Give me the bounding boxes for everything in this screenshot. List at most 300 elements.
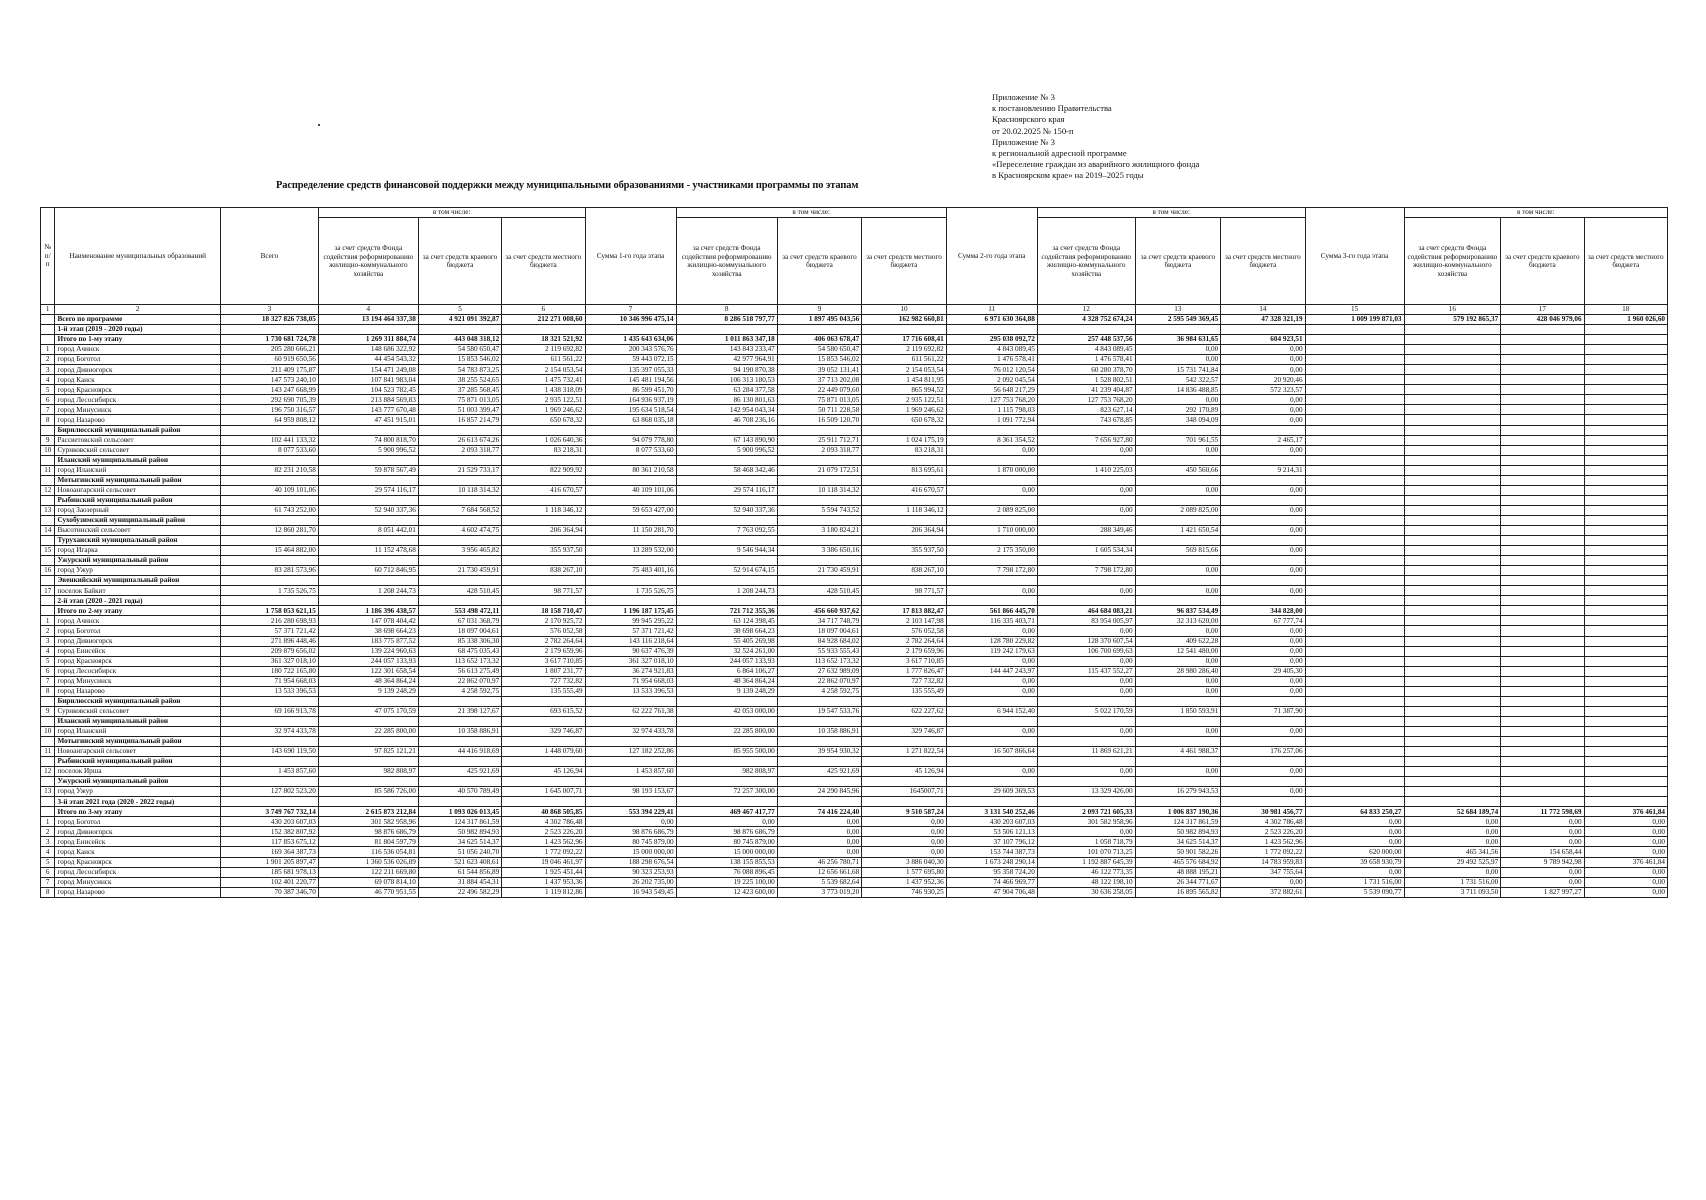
value-cell: 21 079 172,51 [777,465,861,475]
value-cell [1501,706,1584,716]
value-cell: 69 078 814,10 [318,877,418,887]
value-cell: 20 920,46 [1221,375,1305,385]
value-cell: 1 735 526,75 [221,586,319,596]
value-cell [1501,757,1584,767]
value-cell [946,475,1037,485]
row-number-cell: 10 [41,445,55,455]
value-cell [676,736,777,746]
column-number-cell: 7 [585,305,676,315]
value-cell: 450 560,66 [1135,465,1221,475]
value-cell: 47 904 706,48 [946,887,1037,897]
value-cell [1037,576,1135,586]
value-cell [1584,626,1667,636]
value-cell: 301 582 958,96 [1037,817,1135,827]
value-cell [1305,485,1404,495]
value-cell: 0,00 [1221,767,1305,777]
value-cell [862,777,946,787]
value-cell: 1 438 318,09 [502,385,585,395]
value-cell: 80 361 210,58 [585,465,676,475]
value-cell [502,556,585,566]
value-cell: 29 574 116,17 [676,485,777,495]
value-cell: 604 923,51 [1221,335,1305,345]
value-cell [1305,425,1404,435]
value-cell: 10 358 886,91 [418,726,501,736]
value-cell: 52 940 337,36 [676,505,777,515]
value-cell: 0,00 [1221,656,1305,666]
value-cell: 1 807 231,77 [502,666,585,676]
value-cell [1221,797,1305,807]
value-cell [1037,515,1135,525]
row-name-cell: Ужурский муниципальный район [55,556,221,566]
value-cell [318,777,418,787]
table-row [41,365,1668,375]
value-cell: 0,00 [1135,586,1221,596]
value-cell [1584,676,1667,686]
value-cell: 456 660 937,62 [777,606,861,616]
value-cell: 48 364 864,24 [318,676,418,686]
value-cell: 0,00 [946,767,1037,777]
value-cell [1501,505,1584,515]
district-row [41,536,1668,546]
value-cell [946,325,1037,335]
value-cell [1501,445,1584,455]
value-cell: 13 194 464 337,38 [318,315,418,325]
value-cell: 428 046 979,06 [1501,315,1584,325]
value-cell: 22 285 800,00 [318,726,418,736]
value-cell [1404,536,1501,546]
row-name-cell: Суриковский сельсовет [55,445,221,455]
value-cell: 2 154 053,54 [502,365,585,375]
value-cell: 164 936 937,19 [585,395,676,405]
value-cell: 206 364,94 [862,525,946,535]
value-cell: 2 782 264,64 [502,636,585,646]
value-cell [1404,385,1501,395]
value-cell: 1 605 534,34 [1037,546,1135,556]
value-cell [1404,495,1501,505]
row-number-cell: 15 [41,546,55,556]
value-cell [1501,566,1584,576]
row-number-cell [41,736,55,746]
value-cell [1584,646,1667,656]
value-cell: 823 627,14 [1037,405,1135,415]
value-cell [318,596,418,606]
value-cell: 727 732,82 [502,676,585,686]
value-cell [1135,576,1221,586]
value-cell [502,325,585,335]
row-name-cell: город Минусинск [55,676,221,686]
value-cell [1584,415,1667,425]
value-cell [1305,626,1404,636]
row-name-cell: Всего по программе [55,315,221,325]
value-cell: 56 648 217,29 [946,385,1037,395]
value-cell: 80 745 879,00 [676,837,777,847]
value-cell: 0,00 [1404,867,1501,877]
value-cell: 0,00 [1221,355,1305,365]
value-cell [1501,536,1584,546]
value-cell: 18 097 004,61 [777,626,861,636]
row-number-cell [41,475,55,485]
value-cell: 1 969 246,62 [502,405,585,415]
value-cell [221,536,319,546]
value-cell [221,515,319,525]
value-cell [1501,485,1584,495]
row-name-cell: город Назарово [55,686,221,696]
value-cell: 64 959 808,12 [221,415,319,425]
value-cell [676,716,777,726]
value-cell: 135 397 055,33 [585,365,676,375]
value-cell [1584,375,1667,385]
value-cell [1501,666,1584,676]
value-cell: 11 869 621,21 [1037,747,1135,757]
value-cell: 3 180 824,21 [777,525,861,535]
value-cell: 13 289 532,00 [585,546,676,556]
value-cell [777,515,861,525]
value-cell: 0,00 [1135,355,1221,365]
value-cell [1404,335,1501,345]
value-cell [318,576,418,586]
district-row [41,736,1668,746]
value-cell: 329 746,87 [502,726,585,736]
value-cell: 96 837 534,49 [1135,606,1221,616]
value-cell [1305,777,1404,787]
value-cell: 1 437 952,36 [862,877,946,887]
value-cell [862,495,946,505]
value-cell: 84 928 684,02 [777,636,861,646]
total-row [41,335,1668,345]
value-cell: 113 652 173,32 [418,656,501,666]
value-cell: 1 196 187 175,45 [585,606,676,616]
value-cell: 21 730 459,91 [418,566,501,576]
value-cell: 53 506 121,13 [946,827,1037,837]
value-cell [1404,435,1501,445]
row-name-cell: город Боготол [55,355,221,365]
row-number-cell: 1 [41,345,55,355]
value-cell [1305,536,1404,546]
value-cell [1037,716,1135,726]
value-cell: 4 921 091 392,87 [418,315,501,325]
row-number-cell: 2 [41,827,55,837]
value-cell [1305,596,1404,606]
value-cell [1404,586,1501,596]
value-cell: 128 780 229,82 [946,636,1037,646]
value-cell: 127 182 252,86 [585,747,676,757]
value-cell [676,495,777,505]
row-name-cell: 1-й этап (2019 - 2020 годы) [55,325,221,335]
value-cell: 464 684 083,21 [1037,606,1135,616]
value-cell [318,475,418,485]
value-cell [1501,335,1584,345]
value-cell [777,455,861,465]
value-cell: 7 684 568,52 [418,505,501,515]
value-cell [1135,797,1221,807]
value-cell: 1 115 798,03 [946,405,1037,415]
value-cell: 0,00 [1037,586,1135,596]
value-cell: 0,00 [862,837,946,847]
column-number-cell: 18 [1584,305,1667,315]
value-cell: 106 313 180,53 [676,375,777,385]
value-cell: 85 586 726,00 [318,787,418,797]
value-cell: 347 755,64 [1221,867,1305,877]
stage-row [41,325,1668,335]
value-cell: 51 003 399,47 [418,405,501,415]
value-cell [1501,626,1584,636]
value-cell [1305,335,1404,345]
value-cell: 50 982 894,93 [1135,827,1221,837]
value-cell [1584,666,1667,676]
value-cell: 209 879 656,02 [221,646,319,656]
value-cell: 127 802 523,20 [221,787,319,797]
row-number-cell [41,716,55,726]
value-cell [946,757,1037,767]
value-cell [1404,747,1501,757]
value-cell: 2 179 659,96 [502,646,585,656]
value-cell: 1 777 826,47 [862,666,946,676]
value-cell [1501,365,1584,375]
row-number-cell [41,696,55,706]
value-cell: 1 093 026 013,45 [418,807,501,817]
appendix-line: от 20.02.2025 № 150-п [992,125,1074,136]
district-row [41,716,1668,726]
row-number-cell: 5 [41,857,55,867]
value-cell: 47 328 321,19 [1221,315,1305,325]
value-cell: 2 170 925,72 [502,616,585,626]
value-cell [777,475,861,485]
value-cell [585,736,676,746]
row-number-cell: 10 [41,726,55,736]
value-cell [1501,475,1584,485]
row-name-cell: Мотыгинский муниципальный район [55,736,221,746]
value-cell [862,536,946,546]
value-cell: 0,00 [1135,676,1221,686]
value-cell: 701 961,55 [1135,435,1221,445]
value-cell [1305,395,1404,405]
value-cell [585,515,676,525]
row-number-cell: 1 [41,616,55,626]
value-cell [1501,656,1584,666]
column-number-cell: 5 [418,305,501,315]
value-cell: 15 853 546,02 [777,355,861,365]
value-cell [1584,335,1667,345]
value-cell: 0,00 [946,586,1037,596]
value-cell: 1 421 650,54 [1135,525,1221,535]
value-cell [502,515,585,525]
value-cell: 153 744 387,73 [946,847,1037,857]
value-cell: 0,00 [1305,867,1404,877]
row-number-cell [41,425,55,435]
value-cell: 2 175 350,00 [946,546,1037,556]
value-cell [221,777,319,787]
value-cell: 52 684 189,74 [1404,807,1501,817]
value-cell: 7 798 172,80 [1037,566,1135,576]
value-cell: 0,00 [585,817,676,827]
value-cell [1135,757,1221,767]
row-number-cell: 4 [41,646,55,656]
value-cell [1584,546,1667,556]
table-row [41,767,1668,777]
value-cell: 0,00 [1221,485,1305,495]
value-cell: 40 570 789,49 [418,787,501,797]
value-cell: 211 409 175,87 [221,365,319,375]
value-cell [1501,797,1584,807]
value-cell: 26 613 674,26 [418,435,501,445]
row-name-cell: Бирилюсский муниципальный район [55,425,221,435]
value-cell [585,576,676,586]
value-cell: 213 884 569,83 [318,395,418,405]
row-number-cell: 7 [41,676,55,686]
value-cell: 13 533 396,53 [585,686,676,696]
value-cell: 430 203 607,03 [946,817,1037,827]
col-header-name: Наименование муниципальных образований [55,208,221,305]
value-cell: 59 443 072,15 [585,355,676,365]
value-cell [946,536,1037,546]
value-cell [1584,757,1667,767]
value-cell [1584,385,1667,395]
row-name-cell: город Ужур [55,566,221,576]
row-number-cell [41,515,55,525]
value-cell: 0,00 [1135,485,1221,495]
value-cell [1404,616,1501,626]
value-cell: 2 782 264,64 [862,636,946,646]
value-cell: 1 476 578,41 [1037,355,1135,365]
value-cell [862,736,946,746]
value-cell [1305,586,1404,596]
value-cell: 0,00 [1037,445,1135,455]
value-cell: 205 280 666,21 [221,345,319,355]
table-row [41,887,1668,897]
row-number-cell [41,335,55,345]
value-cell: 98 876 686,79 [676,827,777,837]
row-name-cell: город Енисейск [55,837,221,847]
table-row [41,355,1668,365]
value-cell [418,495,501,505]
value-cell [1501,767,1584,777]
value-cell [1501,455,1584,465]
row-number-cell: 5 [41,385,55,395]
value-cell [1501,606,1584,616]
value-cell: 83 218,31 [862,445,946,455]
value-cell [946,515,1037,525]
row-number-cell: 3 [41,837,55,847]
value-cell: 288 349,46 [1037,525,1135,535]
value-cell: 0,00 [862,847,946,857]
row-name-cell: поселок Ирша [55,767,221,777]
value-cell: 579 192 865,37 [1404,315,1501,325]
row-number-cell: 17 [41,586,55,596]
value-cell [1584,395,1667,405]
row-name-cell: город Красноярск [55,857,221,867]
value-cell [221,797,319,807]
value-cell: 8 051 442,01 [318,525,418,535]
value-cell [1501,787,1584,797]
value-cell: 2 093 721 605,33 [1037,807,1135,817]
row-number-cell: 9 [41,435,55,445]
value-cell: 85 955 500,00 [676,747,777,757]
value-cell: 611 561,22 [502,355,585,365]
row-name-cell: город Дивногорск [55,827,221,837]
value-cell [1501,405,1584,415]
column-number-cell: 10 [862,305,946,315]
table-row [41,636,1668,646]
value-cell [1135,716,1221,726]
value-cell: 650 678,32 [862,415,946,425]
value-cell: 50 901 582,26 [1135,847,1221,857]
value-cell [1135,556,1221,566]
table-body [41,305,1668,898]
value-cell: 75 871 013,05 [777,395,861,405]
column-number-cell: 17 [1501,305,1584,315]
value-cell: 57 371 721,42 [221,626,319,636]
value-cell: 62 222 761,38 [585,706,676,716]
value-cell: 147 573 240,10 [221,375,319,385]
value-cell [1221,515,1305,525]
value-cell: 29 405,30 [1221,666,1305,676]
value-cell [1584,566,1667,576]
value-cell [862,425,946,435]
value-cell: 58 468 342,46 [676,465,777,475]
row-name-cell: город Ачинск [55,616,221,626]
value-cell: 1 673 248 290,14 [946,857,1037,867]
value-cell [676,757,777,767]
value-cell [1501,375,1584,385]
value-cell [1037,556,1135,566]
value-cell [1305,566,1404,576]
row-number-cell: 11 [41,747,55,757]
value-cell: 1 960 026,60 [1584,315,1667,325]
value-cell: 1 453 857,60 [221,767,319,777]
value-cell [1404,475,1501,485]
value-cell: 4 258 592,75 [418,686,501,696]
row-number-cell: 11 [41,465,55,475]
row-name-cell: Бирилюсский муниципальный район [55,696,221,706]
value-cell [946,696,1037,706]
value-cell: 183 775 877,52 [318,636,418,646]
value-cell: 18 327 826 738,05 [221,315,319,325]
value-cell: 0,00 [1221,726,1305,736]
value-cell: 10 118 314,32 [777,485,861,495]
value-cell [1135,475,1221,485]
value-cell: 1 011 863 347,18 [676,335,777,345]
value-cell: 3 886 040,30 [862,857,946,867]
value-cell: 1 119 812,86 [502,887,585,897]
row-name-cell: Эвенкийский муниципальный район [55,576,221,586]
value-cell [1404,797,1501,807]
value-cell: 42 977 964,91 [676,355,777,365]
col-header-mest: за счет средств местного бюджета [1584,218,1667,305]
row-number-cell: 13 [41,787,55,797]
value-cell [1501,596,1584,606]
value-cell: 44 454 543,32 [318,355,418,365]
value-cell: 27 632 989,09 [777,666,861,676]
value-cell: 51 056 240,70 [418,847,501,857]
row-name-cell: город Назарово [55,887,221,897]
value-cell: 0,00 [862,827,946,837]
row-number-cell: 3 [41,365,55,375]
value-cell [1037,325,1135,335]
value-cell: 17 813 882,47 [862,606,946,616]
row-name-cell: город Красноярск [55,385,221,395]
value-cell [676,536,777,546]
value-cell: 10 118 314,32 [418,485,501,495]
value-cell: 1 730 681 724,78 [221,335,319,345]
value-cell: 7 656 927,80 [1037,435,1135,445]
row-number-cell: 12 [41,485,55,495]
value-cell [1221,736,1305,746]
value-cell [1584,505,1667,515]
value-cell [1135,495,1221,505]
value-cell: 838 267,10 [502,566,585,576]
value-cell [1037,757,1135,767]
value-cell: 60 919 650,56 [221,355,319,365]
